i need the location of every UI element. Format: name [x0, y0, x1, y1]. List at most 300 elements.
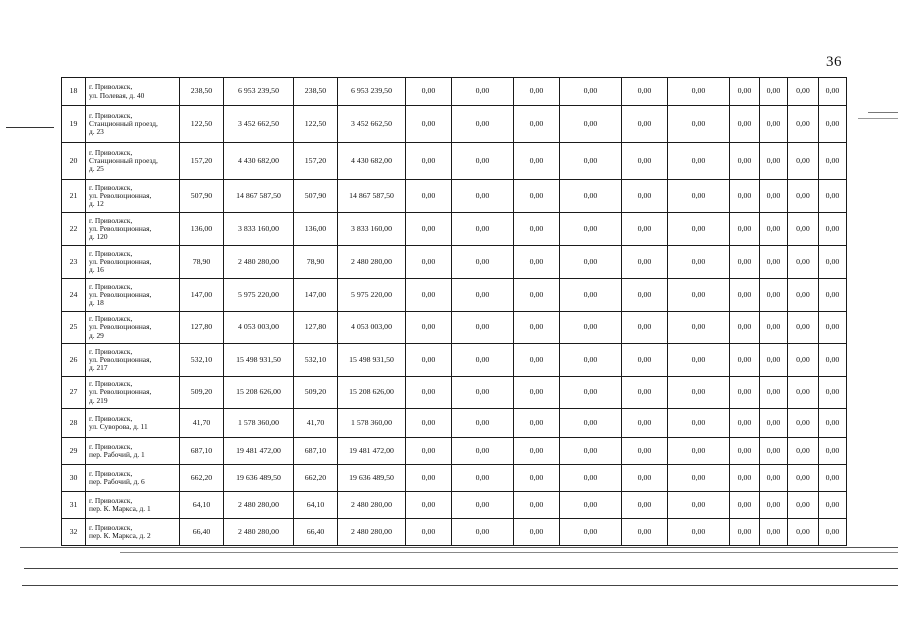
- address-line: Станционный проезд,: [89, 118, 158, 128]
- address-line: г. Приволжск,: [89, 215, 133, 225]
- zero-value-cell: 0,00: [560, 180, 622, 213]
- zero-value-cell: 0,00: [788, 312, 819, 344]
- cost-cell: 14 867 587,50: [224, 180, 294, 213]
- address-line: г. Приволжск,: [89, 379, 133, 389]
- address-cell: [86, 312, 180, 344]
- table-row: [62, 409, 847, 438]
- zero-value-cell: 0,00: [760, 312, 788, 344]
- zero-value-cell: 0,00: [668, 213, 730, 246]
- zero-value-cell: 0,00: [452, 465, 514, 492]
- zero-value-cell: 0,00: [788, 377, 819, 409]
- cost-cell: 4 053 003,00: [224, 312, 294, 344]
- zero-value-cell: 0,00: [452, 143, 514, 180]
- cost-cell: 2 480 280,00: [224, 492, 294, 519]
- scan-line-bottom-4: [22, 585, 898, 586]
- zero-value-cell: 0,00: [668, 465, 730, 492]
- zero-value-cell: 0,00: [668, 438, 730, 465]
- area-cell: 41,70: [180, 409, 224, 438]
- zero-value-cell: 0,00: [760, 492, 788, 519]
- zero-value-cell: 0,00: [514, 78, 560, 106]
- cost-cell: 15 208 626,00: [224, 377, 294, 409]
- zero-value-cell: 0,00: [730, 492, 760, 519]
- zero-value-cell: 0,00: [730, 106, 760, 143]
- zero-value-cell: 0,00: [560, 409, 622, 438]
- address-line: д. 25: [89, 164, 104, 174]
- zero-value-cell: 0,00: [622, 180, 668, 213]
- zero-value-cell: 0,00: [406, 246, 452, 279]
- zero-value-cell: 0,00: [514, 279, 560, 312]
- zero-value-cell: 0,00: [788, 143, 819, 180]
- zero-value-cell: 0,00: [788, 344, 819, 377]
- address-line: д. 120: [89, 232, 108, 242]
- address-line: г. Приволжск,: [89, 522, 133, 532]
- zero-value-cell: 0,00: [622, 106, 668, 143]
- zero-value-cell: 0,00: [668, 377, 730, 409]
- zero-value-cell: 0,00: [560, 377, 622, 409]
- zero-value-cell: 0,00: [788, 465, 819, 492]
- row-number-cell: 26: [62, 344, 86, 377]
- zero-value-cell: 0,00: [452, 213, 514, 246]
- area-cell: 157,20: [294, 143, 338, 180]
- address-cell: [86, 180, 180, 213]
- address-line: д. 12: [89, 199, 104, 209]
- zero-value-cell: 0,00: [730, 213, 760, 246]
- address-line: г. Приволжск,: [89, 441, 133, 451]
- table-row: [62, 78, 847, 106]
- zero-value-cell: 0,00: [452, 492, 514, 519]
- address-line: д. 23: [89, 127, 104, 137]
- zero-value-cell: 0,00: [730, 279, 760, 312]
- zero-value-cell: 0,00: [730, 519, 760, 546]
- scan-line-bottom-3: [24, 568, 898, 569]
- zero-value-cell: 0,00: [819, 312, 847, 344]
- zero-value-cell: 0,00: [668, 344, 730, 377]
- zero-value-cell: 0,00: [560, 78, 622, 106]
- cost-cell: 3 452 662,50: [338, 106, 406, 143]
- address-line: д. 18: [89, 298, 104, 308]
- cost-cell: 2 480 280,00: [338, 246, 406, 279]
- zero-value-cell: 0,00: [560, 519, 622, 546]
- address-line: г. Приволжск,: [89, 110, 133, 120]
- area-cell: 136,00: [294, 213, 338, 246]
- table-row: [62, 438, 847, 465]
- zero-value-cell: 0,00: [668, 106, 730, 143]
- table-row: [62, 519, 847, 546]
- address-line: г. Приволжск,: [89, 248, 133, 258]
- zero-value-cell: 0,00: [406, 312, 452, 344]
- area-cell: 147,00: [294, 279, 338, 312]
- address-line: пер. К. Маркса, д. 2: [89, 531, 151, 540]
- area-cell: 78,90: [180, 246, 224, 279]
- table-row: [62, 180, 847, 213]
- row-number-cell: 21: [62, 180, 86, 213]
- row-number-cell: 28: [62, 409, 86, 438]
- zero-value-cell: 0,00: [622, 246, 668, 279]
- zero-value-cell: 0,00: [760, 465, 788, 492]
- area-cell: 147,00: [180, 279, 224, 312]
- zero-value-cell: 0,00: [788, 180, 819, 213]
- table-row: [62, 279, 847, 312]
- address-line: г. Приволжск,: [89, 468, 133, 478]
- zero-value-cell: 0,00: [560, 344, 622, 377]
- zero-value-cell: 0,00: [514, 106, 560, 143]
- zero-value-cell: 0,00: [760, 409, 788, 438]
- address-cell: [86, 78, 180, 106]
- zero-value-cell: 0,00: [760, 438, 788, 465]
- table-row: [62, 465, 847, 492]
- area-cell: 64,10: [180, 492, 224, 519]
- zero-value-cell: 0,00: [760, 143, 788, 180]
- area-cell: 41,70: [294, 409, 338, 438]
- cost-cell: 14 867 587,50: [338, 180, 406, 213]
- zero-value-cell: 0,00: [730, 246, 760, 279]
- zero-value-cell: 0,00: [788, 213, 819, 246]
- address-cell: [86, 106, 180, 143]
- cost-cell: 19 481 472,00: [338, 438, 406, 465]
- area-cell: 509,20: [180, 377, 224, 409]
- area-cell: 78,90: [294, 246, 338, 279]
- address-line: пер. Рабочий, д. 1: [89, 450, 145, 459]
- area-cell: 238,50: [180, 78, 224, 106]
- zero-value-cell: 0,00: [788, 106, 819, 143]
- zero-value-cell: 0,00: [514, 409, 560, 438]
- zero-value-cell: 0,00: [622, 279, 668, 312]
- zero-value-cell: 0,00: [760, 106, 788, 143]
- area-cell: 127,80: [294, 312, 338, 344]
- cost-cell: 15 498 931,50: [224, 344, 294, 377]
- zero-value-cell: 0,00: [452, 409, 514, 438]
- zero-value-cell: 0,00: [514, 344, 560, 377]
- zero-value-cell: 0,00: [452, 246, 514, 279]
- zero-value-cell: 0,00: [819, 279, 847, 312]
- zero-value-cell: 0,00: [819, 246, 847, 279]
- zero-value-cell: 0,00: [760, 279, 788, 312]
- zero-value-cell: 0,00: [668, 519, 730, 546]
- zero-value-cell: 0,00: [406, 344, 452, 377]
- row-number-cell: 18: [62, 78, 86, 106]
- scan-line-right-2: [858, 118, 898, 119]
- area-cell: 687,10: [180, 438, 224, 465]
- area-cell: 687,10: [294, 438, 338, 465]
- area-cell: 64,10: [294, 492, 338, 519]
- cost-cell: 19 481 472,00: [224, 438, 294, 465]
- zero-value-cell: 0,00: [406, 106, 452, 143]
- area-cell: 66,40: [294, 519, 338, 546]
- zero-value-cell: 0,00: [560, 465, 622, 492]
- zero-value-cell: 0,00: [452, 180, 514, 213]
- address-cell: [86, 438, 180, 465]
- area-cell: 507,90: [294, 180, 338, 213]
- table-row: [62, 246, 847, 279]
- address-line: пер. К. Маркса, д. 1: [89, 504, 151, 513]
- row-number-cell: 23: [62, 246, 86, 279]
- area-cell: 238,50: [294, 78, 338, 106]
- zero-value-cell: 0,00: [560, 492, 622, 519]
- address-line: ул. Суворова, д. 11: [89, 422, 148, 431]
- area-cell: 532,10: [180, 344, 224, 377]
- zero-value-cell: 0,00: [452, 78, 514, 106]
- zero-value-cell: 0,00: [622, 377, 668, 409]
- cost-cell: 5 975 220,00: [224, 279, 294, 312]
- zero-value-cell: 0,00: [730, 143, 760, 180]
- zero-value-cell: 0,00: [452, 519, 514, 546]
- zero-value-cell: 0,00: [406, 465, 452, 492]
- zero-value-cell: 0,00: [819, 180, 847, 213]
- address-line: ул. Революционная,: [89, 289, 152, 299]
- zero-value-cell: 0,00: [788, 246, 819, 279]
- cost-cell: 1 578 360,00: [224, 409, 294, 438]
- zero-value-cell: 0,00: [452, 279, 514, 312]
- table-row: [62, 213, 847, 246]
- row-number-cell: 24: [62, 279, 86, 312]
- zero-value-cell: 0,00: [622, 344, 668, 377]
- area-cell: 509,20: [294, 377, 338, 409]
- zero-value-cell: 0,00: [760, 246, 788, 279]
- zero-value-cell: 0,00: [819, 344, 847, 377]
- zero-value-cell: 0,00: [514, 180, 560, 213]
- address-line: г. Приволжск,: [89, 314, 133, 324]
- zero-value-cell: 0,00: [406, 143, 452, 180]
- zero-value-cell: 0,00: [668, 279, 730, 312]
- row-number-cell: 27: [62, 377, 86, 409]
- table-row: [62, 143, 847, 180]
- zero-value-cell: 0,00: [514, 377, 560, 409]
- zero-value-cell: 0,00: [730, 180, 760, 213]
- zero-value-cell: 0,00: [406, 409, 452, 438]
- address-line: ул. Революционная,: [89, 354, 152, 364]
- cost-cell: 6 953 239,50: [338, 78, 406, 106]
- zero-value-cell: 0,00: [730, 438, 760, 465]
- zero-value-cell: 0,00: [622, 312, 668, 344]
- zero-value-cell: 0,00: [406, 492, 452, 519]
- zero-value-cell: 0,00: [560, 438, 622, 465]
- zero-value-cell: 0,00: [622, 519, 668, 546]
- table-row: [62, 312, 847, 344]
- zero-value-cell: 0,00: [760, 180, 788, 213]
- table-row: [62, 106, 847, 143]
- address-line: г. Приволжск,: [89, 82, 133, 92]
- area-cell: 122,50: [180, 106, 224, 143]
- zero-value-cell: 0,00: [514, 465, 560, 492]
- scan-line-left: [6, 127, 54, 128]
- zero-value-cell: 0,00: [406, 180, 452, 213]
- zero-value-cell: 0,00: [514, 143, 560, 180]
- table-row: [62, 492, 847, 519]
- zero-value-cell: 0,00: [730, 312, 760, 344]
- zero-value-cell: 0,00: [622, 409, 668, 438]
- zero-value-cell: 0,00: [514, 213, 560, 246]
- zero-value-cell: 0,00: [560, 213, 622, 246]
- zero-value-cell: 0,00: [819, 409, 847, 438]
- zero-value-cell: 0,00: [560, 312, 622, 344]
- zero-value-cell: 0,00: [514, 492, 560, 519]
- address-cell: [86, 492, 180, 519]
- zero-value-cell: 0,00: [514, 519, 560, 546]
- zero-value-cell: 0,00: [730, 377, 760, 409]
- zero-value-cell: 0,00: [622, 465, 668, 492]
- zero-value-cell: 0,00: [788, 409, 819, 438]
- zero-value-cell: 0,00: [668, 312, 730, 344]
- zero-value-cell: 0,00: [622, 213, 668, 246]
- zero-value-cell: 0,00: [760, 519, 788, 546]
- address-cell: [86, 409, 180, 438]
- zero-value-cell: 0,00: [819, 438, 847, 465]
- cost-cell: 4 430 682,00: [224, 143, 294, 180]
- cost-cell: 1 578 360,00: [338, 409, 406, 438]
- zero-value-cell: 0,00: [452, 312, 514, 344]
- scan-line-bottom-2: [120, 552, 898, 553]
- zero-value-cell: 0,00: [560, 143, 622, 180]
- area-cell: 507,90: [180, 180, 224, 213]
- zero-value-cell: 0,00: [406, 438, 452, 465]
- row-number-cell: 30: [62, 465, 86, 492]
- address-line: ул. Революционная,: [89, 322, 152, 332]
- zero-value-cell: 0,00: [622, 438, 668, 465]
- address-cell: [86, 246, 180, 279]
- row-number-cell: 32: [62, 519, 86, 546]
- zero-value-cell: 0,00: [760, 377, 788, 409]
- zero-value-cell: 0,00: [452, 377, 514, 409]
- zero-value-cell: 0,00: [819, 106, 847, 143]
- address-cell: [86, 344, 180, 377]
- zero-value-cell: 0,00: [622, 78, 668, 106]
- area-cell: 127,80: [180, 312, 224, 344]
- zero-value-cell: 0,00: [452, 344, 514, 377]
- address-line: ул. Революционная,: [89, 223, 152, 233]
- area-cell: 136,00: [180, 213, 224, 246]
- zero-value-cell: 0,00: [788, 279, 819, 312]
- zero-value-cell: 0,00: [622, 492, 668, 519]
- zero-value-cell: 0,00: [819, 213, 847, 246]
- area-cell: 122,50: [294, 106, 338, 143]
- cost-cell: 2 480 280,00: [224, 519, 294, 546]
- address-line: г. Приволжск,: [89, 346, 133, 356]
- cost-cell: 4 053 003,00: [338, 312, 406, 344]
- zero-value-cell: 0,00: [788, 78, 819, 106]
- row-number-cell: 22: [62, 213, 86, 246]
- zero-value-cell: 0,00: [819, 143, 847, 180]
- cost-cell: 15 208 626,00: [338, 377, 406, 409]
- zero-value-cell: 0,00: [819, 519, 847, 546]
- zero-value-cell: 0,00: [668, 78, 730, 106]
- zero-value-cell: 0,00: [819, 465, 847, 492]
- zero-value-cell: 0,00: [760, 213, 788, 246]
- cost-cell: 15 498 931,50: [338, 344, 406, 377]
- zero-value-cell: 0,00: [730, 78, 760, 106]
- zero-value-cell: 0,00: [406, 519, 452, 546]
- address-cell: [86, 377, 180, 409]
- address-line: ул. Революционная,: [89, 256, 152, 266]
- area-cell: 532,10: [294, 344, 338, 377]
- zero-value-cell: 0,00: [560, 279, 622, 312]
- zero-value-cell: 0,00: [668, 492, 730, 519]
- address-line: д. 29: [89, 330, 104, 340]
- table-body: [62, 78, 847, 546]
- zero-value-cell: 0,00: [668, 180, 730, 213]
- zero-value-cell: 0,00: [760, 78, 788, 106]
- zero-value-cell: 0,00: [819, 78, 847, 106]
- zero-value-cell: 0,00: [514, 312, 560, 344]
- address-line: г. Приволжск,: [89, 182, 133, 192]
- address-cell: [86, 519, 180, 546]
- cost-cell: 6 953 239,50: [224, 78, 294, 106]
- area-cell: 662,20: [294, 465, 338, 492]
- zero-value-cell: 0,00: [668, 143, 730, 180]
- address-cell: [86, 279, 180, 312]
- cost-cell: 19 636 489,50: [224, 465, 294, 492]
- cost-cell: 5 975 220,00: [338, 279, 406, 312]
- table-row: [62, 377, 847, 409]
- cost-cell: 2 480 280,00: [338, 519, 406, 546]
- address-line: Станционный проезд,: [89, 155, 158, 165]
- table-row: [62, 344, 847, 377]
- row-number-cell: 20: [62, 143, 86, 180]
- address-line: д. 16: [89, 265, 104, 275]
- zero-value-cell: 0,00: [760, 344, 788, 377]
- zero-value-cell: 0,00: [788, 519, 819, 546]
- row-number-cell: 29: [62, 438, 86, 465]
- scan-line-right: [868, 112, 898, 113]
- housing-table: [61, 77, 847, 546]
- cost-cell: 3 452 662,50: [224, 106, 294, 143]
- zero-value-cell: 0,00: [730, 465, 760, 492]
- area-cell: 66,40: [180, 519, 224, 546]
- scan-line-bottom-1: [20, 547, 898, 548]
- cost-cell: 4 430 682,00: [338, 143, 406, 180]
- address-line: ул. Революционная,: [89, 387, 152, 397]
- row-number-cell: 25: [62, 312, 86, 344]
- zero-value-cell: 0,00: [788, 438, 819, 465]
- zero-value-cell: 0,00: [452, 106, 514, 143]
- cost-cell: 2 480 280,00: [224, 246, 294, 279]
- cost-cell: 3 833 160,00: [224, 213, 294, 246]
- row-number-cell: 31: [62, 492, 86, 519]
- cost-cell: 2 480 280,00: [338, 492, 406, 519]
- address-line: г. Приволжск,: [89, 413, 133, 423]
- zero-value-cell: 0,00: [819, 377, 847, 409]
- zero-value-cell: 0,00: [819, 492, 847, 519]
- area-cell: 662,20: [180, 465, 224, 492]
- address-line: г. Приволжск,: [89, 147, 133, 157]
- address-cell: [86, 213, 180, 246]
- zero-value-cell: 0,00: [622, 143, 668, 180]
- zero-value-cell: 0,00: [406, 377, 452, 409]
- zero-value-cell: 0,00: [514, 438, 560, 465]
- address-line: пер. Рабочий, д. 6: [89, 477, 145, 486]
- zero-value-cell: 0,00: [406, 213, 452, 246]
- address-line: г. Приволжск,: [89, 495, 133, 505]
- zero-value-cell: 0,00: [560, 106, 622, 143]
- zero-value-cell: 0,00: [514, 246, 560, 279]
- zero-value-cell: 0,00: [406, 279, 452, 312]
- zero-value-cell: 0,00: [788, 492, 819, 519]
- address-cell: [86, 143, 180, 180]
- row-number-cell: 19: [62, 106, 86, 143]
- cost-cell: 3 833 160,00: [338, 213, 406, 246]
- address-line: г. Приволжск,: [89, 281, 133, 291]
- cost-cell: 19 636 489,50: [338, 465, 406, 492]
- zero-value-cell: 0,00: [668, 409, 730, 438]
- address-line: ул. Революционная,: [89, 190, 152, 200]
- address-line: д. 219: [89, 395, 108, 405]
- zero-value-cell: 0,00: [406, 78, 452, 106]
- zero-value-cell: 0,00: [668, 246, 730, 279]
- page-number: 36: [826, 54, 842, 70]
- area-cell: 157,20: [180, 143, 224, 180]
- zero-value-cell: 0,00: [730, 344, 760, 377]
- address-line: ул. Полевая, д. 40: [89, 90, 145, 100]
- address-line: д. 217: [89, 363, 108, 373]
